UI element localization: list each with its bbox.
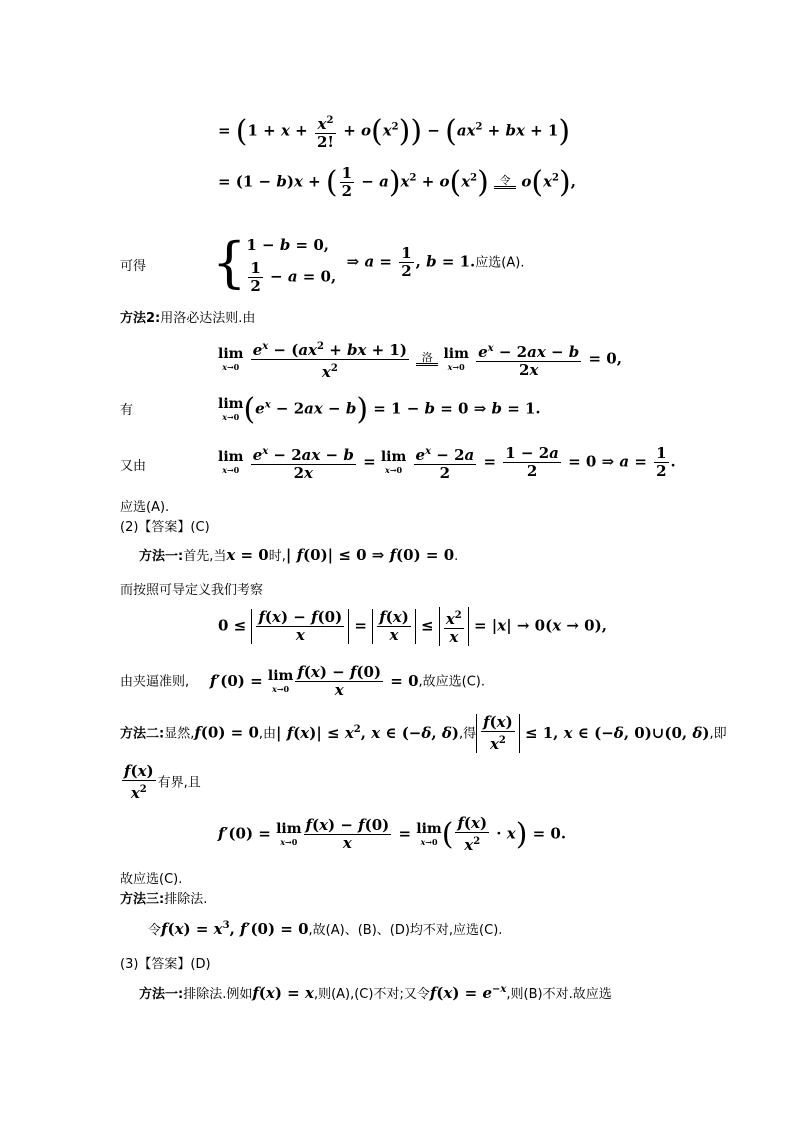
equation-line-1: = (1 + x + $\frac{x^2}{2!}$ + $o(x^2)) - (ax^2$ + bx + 1) [218,114,571,151]
q2-method-2-title: 方法二: [120,726,165,742]
q2-m1-text-a: 首先,当 [183,549,227,564]
q2-m2-text-a: 显然, [164,726,195,742]
equation-system: { 1 − b = 0, $\frac{1}{2}$ − a = 0, ⇒ a = $\frac{1}{2}$ , b = 1.应选(A). [212,230,525,295]
q3-answer-heading: (3)【答案】(D) [120,957,211,972]
q2-method-2: 方法二:显然,f(0) = 0,由| $f(x)| \le x^2$, x ∈ (−δ, δ),得 $\frac{f(x)}{x^2}$ ≤ 1, x ∈ (−δ, 0)∪(0, δ),即 [120,713,727,753]
q2-method-3-title: 方法三: [120,892,165,907]
ke-de-label: 可得 [120,259,147,274]
luo-label: 洛 [421,351,433,364]
q2-m2-text-b: ,由 [258,726,277,742]
q3-m1-b: ,则(A),(C)不对;又令 [313,987,430,1002]
squeeze-inequality: 0 ≤ $\frac{f(x) - f(0)}{x}$ = $\frac{f(x)}{x}$ ≤ $\frac{x^2}{x}$ = |x| → 0(x → 0), [218,608,607,646]
jia-bi-line: 由夹逼准则, f′(0) = lim x→0 $\frac{f(x) - f(0)}{x}$ = 0,故应选(C). [120,663,486,699]
q2-answer-heading: (2)【答案】(C) [120,520,210,535]
derivative-equation: f′(0) = lim x→0 $\frac{f(x) - f(0)}{x}$ = lim x→0 ( $\frac{f(x)}{x^2}$ · x) = 0. [218,814,567,854]
define-symbol: 令 [494,176,516,189]
q2-m3-tail: ,故(A)、(B)、(D)均不对,应选(C). [308,923,503,938]
ling-label: 令 [148,923,162,938]
q3-m1-c: ,则(B)不对.故应选 [506,987,612,1002]
limit-equation-1: lim x→0 $\frac{e^x - (ax^2 + bx + 1)}{x^2}$ 洛 lim x→0 $\frac{e^x - 2ax - b}{2x}$ = 0, [218,338,622,381]
gu-ying-2: 故应选(C). [120,872,183,887]
limit-equation-3: lim x→0 $\frac{e^x - 2ax - b}{2x}$ = lim x→0 $\frac{e^x - 2a}{2}$ = $\frac{1 - 2a}{2}$ = 0 ⇒ a = $\frac{1}{2}$ . [218,444,676,482]
q2-method-1-title: 方法一: [139,549,184,564]
q3-method-1: 方法一:排除法.例如f(x) = x,则(A),(C)不对;又令$f(x) = e^{-x}$,则(B)不对.故应选 [139,984,612,1002]
method-2-heading [120,307,255,326]
q2-method-3 [120,888,207,907]
q2-m2-text-d: ,即 [709,726,727,742]
q2-method-1: 方法一:首先,当x = 0时,| f(0)| ≤ 0 ⇒ f(0) = 0. [139,546,459,564]
q2-m2-text-c: ,得 [458,726,477,742]
method-2-title: 方法2: [120,311,161,326]
jia-bi-label: 由夹逼准则, [120,674,190,690]
q2-m1-text-b: 时, [268,549,286,564]
q2-m3-text: 排除法. [164,892,208,907]
q3-method-1-title: 方法一: [139,987,184,1002]
answer-a-2: 应选(A). [120,500,170,515]
q2-method-3-line: 令$f(x) = x^3$, f′(0) = 0,故(A)、(B)、(D)均不对,应选(C). [148,920,503,938]
method-2-text: 用洛必达法则.由 [160,311,256,326]
you-you-label: 又由 [120,459,147,474]
answer-a-1: 应选(A). [475,255,525,271]
q2-er-an: 而按照可导定义我们考察 [120,583,264,598]
you-jie-label: 有界,且 [157,775,201,791]
q3-m1-a: 排除法.例如 [183,987,253,1002]
you-label: 有 [120,403,134,418]
gu-ying-label: ,故应选(C). [418,674,486,690]
you-jie-line: $\frac{f(x)}{x^2}$ 有界,且 [124,762,201,802]
limit-equation-2: lim x→0 $(e^x - 2ax - b) = 1 - b = 0$ ⇒ b = 1. [218,392,541,427]
equation-line-2: = (1 − b)x + ( $\frac{1}{2}$ − $a)x^2 + o(x^2)$ 令 $o(x^2)$, [218,164,576,200]
